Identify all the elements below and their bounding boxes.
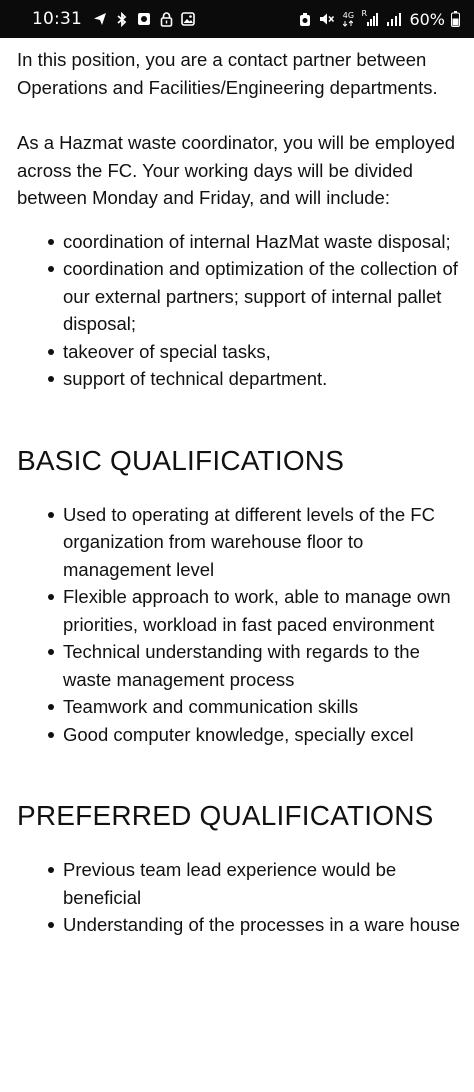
list-item: Technical understanding with regards to the waste management process [63, 638, 463, 693]
list-item: coordination and optimization of the collection of our external partners; support of internal pallet disposal; [63, 255, 463, 338]
status-time: 10:31 [32, 9, 82, 29]
battery-icon [451, 11, 460, 27]
list-item: takeover of special tasks, [63, 338, 463, 366]
basic-qualifications-heading: BASIC QUALIFICATIONS [17, 444, 345, 476]
preferred-qualifications-heading: PREFERRED QUALIFICATIONS [17, 800, 434, 831]
mute-icon [319, 11, 335, 27]
bluetooth-icon [114, 11, 130, 27]
photo-icon [136, 11, 152, 27]
roaming-label: R [361, 9, 367, 18]
send-icon [92, 11, 108, 27]
intro-paragraph-1: In this position, you are a contact partner between Operations and Facilities/Engineering departments. [17, 49, 438, 98]
list-item: Understanding of the processes in a ware house [63, 911, 463, 939]
network-type-label: 4G [342, 10, 355, 20]
status-bar [0, 0, 474, 38]
signal-r-icon [361, 11, 379, 27]
list-item: Previous team lead experience would be beneficial [63, 856, 463, 911]
list-item: Good computer knowledge, specially excel [63, 721, 463, 749]
signal-icon [385, 11, 403, 27]
list-item: coordination of internal HazMat waste disposal; [63, 228, 463, 256]
intro-paragraph-2: As a Hazmat waste coordinator, you will be employed across the FC. Your working days will be divided between Monday and Friday, and will include: [17, 132, 456, 208]
basic-qualifications-list [17, 501, 463, 749]
job-description-content [17, 46, 463, 939]
list-item: Used to operating at different levels of the FC organization from warehouse floor to management level [63, 501, 463, 584]
preferred-qualifications-list [17, 856, 463, 939]
image-icon [180, 11, 196, 27]
list-item: Flexible approach to work, able to manage own priorities, workload in fast paced environment [63, 583, 463, 638]
status-left [32, 9, 196, 29]
alarm-icon [297, 11, 313, 27]
duties-list [17, 228, 463, 393]
list-item: support of technical department. [63, 365, 463, 393]
4g-data-icon [341, 11, 355, 27]
lock-icon [158, 11, 174, 27]
status-right [297, 10, 460, 29]
list-item: Teamwork and communication skills [63, 693, 463, 721]
battery-percentage: 60% [409, 9, 445, 29]
